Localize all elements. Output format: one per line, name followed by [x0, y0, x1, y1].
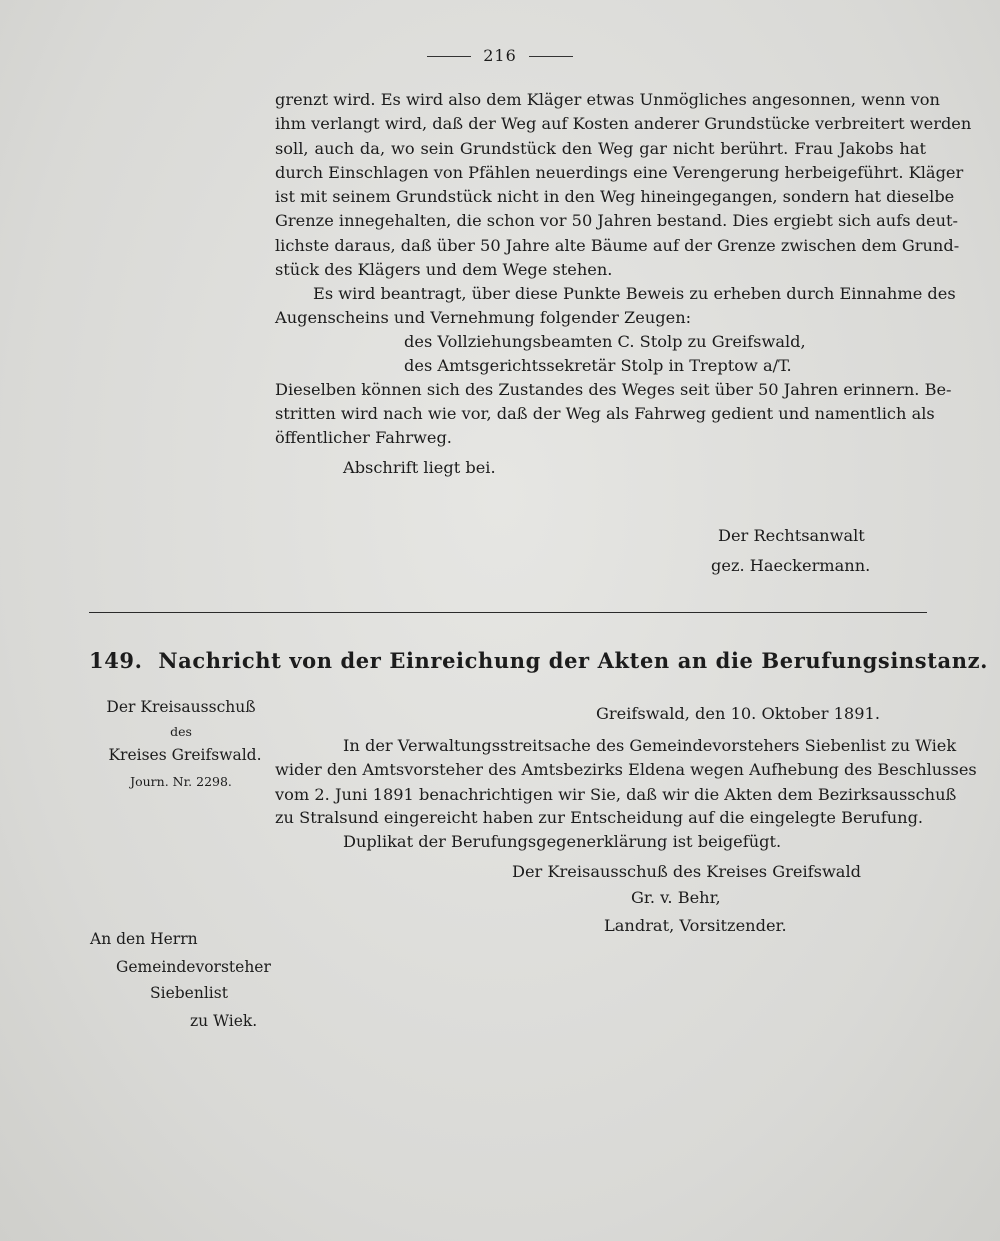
section-divider — [89, 612, 927, 613]
sender-line3: Kreises Greifswald. — [108, 746, 262, 764]
sender-line2: des — [170, 724, 192, 739]
letter-signature-name: Gr. v. Behr, — [631, 888, 721, 907]
text-line: zu Stralsund eingereicht haben zur Entscheidung auf die eingelegte Berufung. — [275, 808, 924, 827]
text-line: In der Verwaltungsstreitsache des Gemeindevorstehers Siebenlist zu Wiek — [343, 736, 957, 755]
recipient-line2: Gemeindevorsteher — [116, 958, 271, 976]
signature-name: gez. Haeckermann. — [711, 556, 871, 575]
text-line: Es wird beantragt, über diese Punkte Beweis zu erheben durch Einnahme des — [313, 284, 956, 303]
witness-line: des Amtsgerichtssekretär Stolp in Treptow a/T. — [404, 356, 792, 375]
page-number — [0, 46, 1000, 65]
text-line: durch Einschlagen von Pfählen neuerdings eine Verengerung herbeigeführt. Kläger — [275, 162, 964, 182]
text-line: Augenscheins und Vernehmung folgender Zeugen: — [275, 308, 692, 327]
text-line: ist mit seinem Grundstück nicht in den Weg hineingegangen, sondern hat dieselbe — [275, 187, 955, 207]
text-line: Grenze innegehalten, die schon vor 50 Jahren bestand. Dies ergiebt sich aufs deut- — [275, 211, 958, 231]
rule-left — [427, 56, 471, 57]
text-line: grenzt wird. Es wird also dem Kläger etwas Unmögliches angesonnen, wenn von — [275, 90, 940, 109]
text-line: ihm verlangt wird, daß der Weg auf Kosten anderer Grundstücke verbreitert werden — [275, 114, 972, 134]
recipient-line1: An den Herrn — [90, 930, 198, 948]
letter-signature-org: Der Kreisausschuß des Kreises Greifswald — [512, 862, 861, 881]
letter-body — [275, 734, 977, 807]
signature-role: Der Rechtsanwalt — [718, 526, 865, 545]
proof-paragraph — [275, 282, 956, 306]
text-line: wider den Amtsvorsteher des Amtsbezirks Eldena wegen Aufhebung des Beschlusses — [275, 760, 977, 780]
journal-number: Journ. Nr. 2298. — [130, 774, 232, 789]
text-line: Dieselben können sich des Zustandes des Weges seit über 50 Jahren erinnern. Be- — [275, 380, 952, 399]
text-line: lichste daraus, daß über 50 Jahre alte Bäume auf der Grenze zwischen dem Grund- — [275, 235, 960, 255]
continuation-paragraph — [275, 88, 972, 258]
witness-line: des Vollziehungsbeamten C. Stolp zu Greifswald, — [404, 332, 806, 351]
rule-right — [529, 56, 573, 57]
sender-line1: Der Kreisausschuß — [106, 698, 256, 716]
place-date: Greifswald, den 10. Oktober 1891. — [596, 704, 880, 723]
text-line: vom 2. Juni 1891 benachrichtigen wir Sie, daß wir die Akten dem Bezirksausschuß — [275, 784, 957, 804]
page-number-text: 216 — [483, 46, 517, 65]
after-paragraph — [275, 378, 952, 427]
section-title: Nachricht von der Einreichung der Akten an die Berufungsinstanz. — [158, 648, 989, 673]
section-heading — [89, 648, 989, 673]
text-line: soll, auch da, wo sein Grundstück den Weg gar nicht berührt. Frau Jakobs hat — [275, 138, 926, 158]
section-number: 149. — [89, 648, 143, 673]
text-line: öffentlicher Fahrweg. — [275, 428, 452, 447]
recipient-line3: Siebenlist — [150, 984, 228, 1002]
text-line: stritten wird nach wie vor, daß der Weg als Fahrweg gedient und namentlich als — [275, 404, 935, 424]
copy-note: Abschrift liegt bei. — [343, 458, 496, 477]
letter-signature-title: Landrat, Vorsitzender. — [604, 916, 787, 935]
recipient-line4: zu Wiek. — [190, 1012, 258, 1030]
duplicate-note: Duplikat der Berufungsgegenerklärung ist beigefügt. — [343, 832, 782, 851]
text-line: stück des Klägers und dem Wege stehen. — [275, 260, 613, 279]
